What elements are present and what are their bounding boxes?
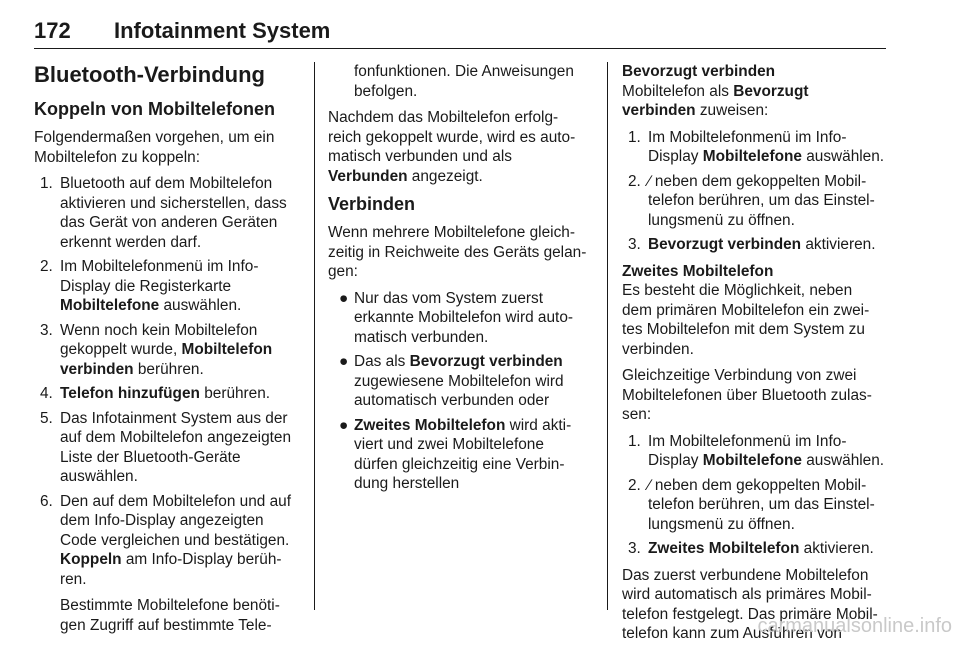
subsection-title: Koppeln von Mobiltelefonen — [34, 99, 275, 119]
intro-text: Folgendermaßen vorgehen, um ein Mobiltelefon zu koppeln: — [34, 129, 275, 166]
step-1: 1. Bluetooth auf dem Mobiltelefon aktivieren und sicherstellen, dass das Gerät von anderen Geräten erkennt werden darf. — [40, 175, 287, 251]
bullet-item: ● Nur das vom System zuerst erkannte Mobiltelefon wird auto-matisch verbunden. — [339, 289, 574, 346]
paragraph: Es besteht die Möglichkeit, neben dem primären Mobiltelefon ein zwei-tes Mobiltelefon mit dem System zu verbinden. — [622, 282, 870, 358]
bullet-icon: ● — [339, 416, 349, 434]
watermark: carmanualsonline.info — [757, 615, 952, 637]
preferred-steps — [622, 128, 886, 255]
column-1 — [34, 62, 300, 642]
step-4: 4. Telefon hinzufügen berühren. — [40, 385, 271, 402]
bullet-icon: ● — [339, 353, 349, 370]
bullet-list — [328, 289, 590, 494]
pencil-icon: ∕ — [648, 172, 651, 190]
continued-text: fonfunktionen. Die Anweisungen befolgen. — [354, 63, 574, 100]
paragraph: Mobiltelefon als Bevorzugt verbinden zuweisen: — [622, 82, 809, 119]
paragraph: Wenn mehrere Mobiltelefone gleich-zeitig in Reichweite des Geräts gelan-gen: — [328, 224, 587, 280]
paragraph: Nachdem das Mobiltelefon erfolg-reich gekoppelt wurde, wird es auto-matisch verbunden und als Verbunden angezeigt. — [328, 109, 576, 185]
bullet-item: ● Zweites Mobiltelefon wird akti-viert und zwei Mobiltelefone dürfen gleichzeitig eine Verbin-dung herstellen — [339, 416, 572, 492]
bullet-item: ● Das als Bevorzugt verbinden zugewiesene Mobiltelefon wird automatisch verbunden oder — [339, 353, 564, 409]
step-3: 3. Wenn noch kein Mobiltelefon gekoppelt wurde, Mobiltelefon verbinden berühren. — [40, 321, 273, 378]
pairing-steps — [34, 174, 300, 589]
column-3 — [622, 62, 886, 651]
column-2 — [328, 62, 590, 501]
column-divider — [607, 62, 608, 610]
step-2: 2. Im Mobiltelefonmenü im Info-Display die Registerkarte Mobiltelefone auswählen. — [40, 258, 259, 314]
pencil-icon: ∕ — [648, 476, 651, 494]
bullet-icon: ● — [339, 289, 349, 307]
step-3: 3. Bevorzugt verbinden aktivieren. — [628, 236, 876, 253]
subsection-title: Bevorzugt verbinden — [622, 63, 776, 80]
subsection-title: Verbinden — [328, 194, 416, 214]
subsection-title: Zweites Mobiltelefon — [622, 262, 774, 280]
paragraph: Gleichzeitige Verbindung von zwei Mobiltelefonen über Bluetooth zulas-sen: — [622, 367, 872, 423]
second-phone-steps — [622, 432, 886, 559]
step-6-note: Bestimmte Mobiltelefone benöti-gen Zugriff auf bestimmte Tele- — [60, 597, 280, 634]
page-number: 172 — [34, 18, 71, 43]
section-title: Infotainment System — [114, 18, 331, 43]
step-6: 6. Den auf dem Mobiltelefon und auf dem Info-Display angezeigten Code vergleichen und bestätigen. Koppeln am Info-Display berüh-ren. — [40, 492, 292, 588]
step-2: 2. ∕ neben dem gekoppelten Mobil-telefon berühren, um das Einstel-lungsmenü zu öffnen. — [628, 172, 875, 229]
step-1: 1. Im Mobiltelefonmenü im Info-Display Mobiltelefone auswählen. — [628, 432, 885, 469]
step-3: 3. Zweites Mobiltelefon aktivieren. — [628, 540, 874, 557]
page-header — [34, 18, 886, 49]
chapter-title: Bluetooth-Verbindung — [34, 62, 265, 87]
paragraph: Das zuerst verbundene Mobiltelefon wird automatisch als primäres Mobil-telefon festgelegt. Das primäre Mobil-telefon kann zum Ausführen von — [622, 566, 878, 642]
step-5: 5. Das Infotainment System aus der auf dem Mobiltelefon angezeigten Liste der Bluetooth-Geräte auswählen. — [40, 409, 292, 485]
column-divider — [314, 62, 315, 610]
step-2: 2. ∕ neben dem gekoppelten Mobil-telefon berühren, um das Einstel-lungsmenü zu öffnen. — [628, 476, 875, 533]
step-1: 1. Im Mobiltelefonmenü im Info-Display Mobiltelefone auswählen. — [628, 128, 885, 165]
